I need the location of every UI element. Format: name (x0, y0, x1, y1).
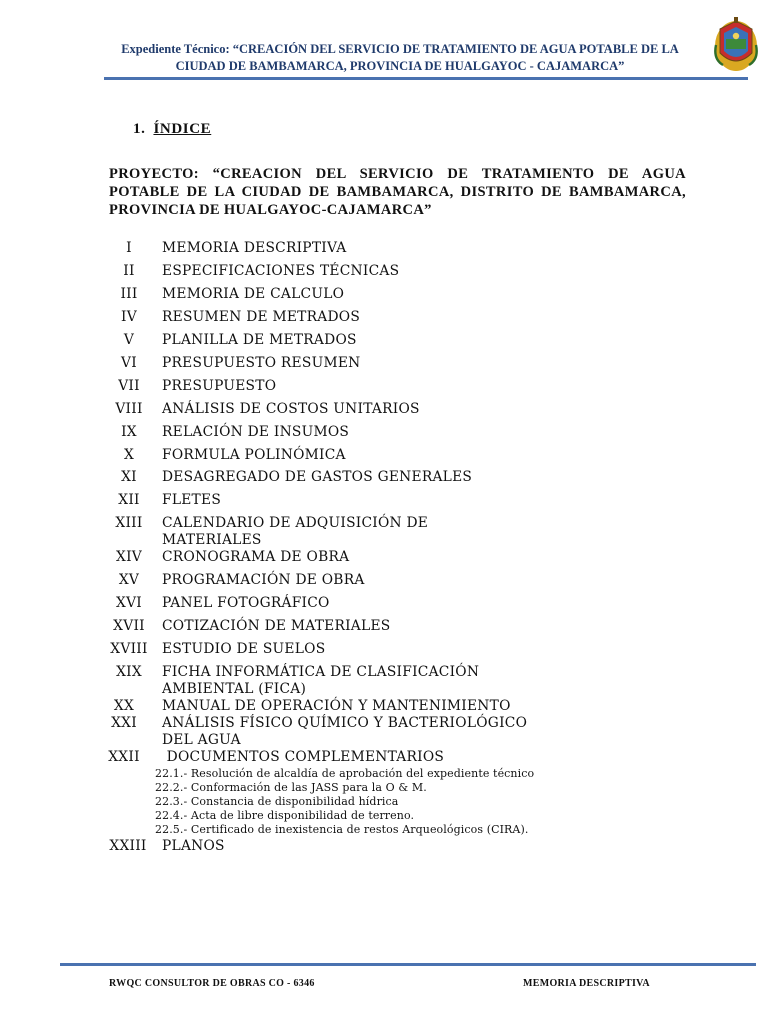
sub-item: 22.4.- Acta de libre disponibilidad de terreno. (155, 809, 415, 822)
index-title: ÍNDICE (153, 121, 212, 137)
sub-item: 22.3.- Constancia de disponibilidad hídrica (155, 795, 399, 808)
item-number: XV (118, 572, 140, 588)
item-number: VII (118, 378, 140, 394)
item-number: XII (118, 492, 140, 508)
item-number: XVI (116, 595, 142, 611)
item-number: IX (121, 424, 137, 440)
footer-section-title: MEMORIA DESCRIPTIVA (523, 978, 650, 989)
municipal-crest-icon (713, 15, 759, 73)
item-label: FORMULA POLINÓMICA (162, 447, 346, 463)
item-number: X (123, 447, 135, 463)
item-number: XI (121, 469, 137, 485)
item-number: II (123, 263, 135, 279)
item-label: ESPECIFICACIONES TÉCNICAS (162, 263, 400, 279)
item-number: XIX (116, 664, 142, 680)
footer-consultant: RWQC CONSULTOR DE OBRAS CO - 6346 (109, 978, 315, 989)
item-label: ANÁLISIS FÍSICO QUÍMICO Y BACTERIOLÓGICO DEL AGUA (162, 715, 528, 748)
item-number: XIV (116, 549, 142, 565)
item-label: PLANILLA DE METRADOS (162, 332, 357, 348)
footer-divider (60, 963, 756, 966)
item-label: ANÁLISIS DE COSTOS UNITARIOS (162, 401, 420, 417)
sub-item: 22.5.- Certificado de inexistencia de restos Arqueológicos (CIRA). (155, 823, 529, 836)
item-label: MEMORIA DESCRIPTIVA (162, 240, 347, 256)
item-number: XXII (108, 749, 140, 765)
item-label: ESTUDIO DE SUELOS (162, 641, 326, 657)
header-divider (104, 77, 748, 80)
item-label: MEMORIA DE CALCULO (162, 286, 345, 302)
item-number: XX (113, 698, 135, 714)
header-line-1: Expediente Técnico: “CREACIÓN DEL SERVICIO DE TRATAMIENTO DE AGUA POTABLE DE LA (121, 42, 679, 56)
item-label: MANUAL DE OPERACIÓN Y MANTENIMIENTO (162, 698, 511, 714)
item-number: VIII (115, 401, 143, 417)
item-label: DOCUMENTOS COMPLEMENTARIOS (162, 749, 445, 765)
sub-item: 22.2.- Conformación de las JASS para la O & M. (155, 781, 427, 794)
project-title: PROYECTO: “CREACION DEL SERVICIO DE TRATAMIENTO DE AGUA POTABLE DE LA CIUDAD DE BAMBAMARCA, DISTRITO DE BAMBAMARCA, PROVINCIA DE HUALGAYOC-CAJAMARCA” (109, 166, 686, 218)
item-label: PRESUPUESTO (162, 378, 277, 394)
item-number: V (123, 332, 135, 348)
item-number: XVII (113, 618, 145, 634)
item-label: RESUMEN DE METRADOS (162, 309, 361, 325)
item-label: PLANOS (162, 838, 225, 854)
item-number: I (126, 240, 132, 256)
item-number: XXIII (109, 838, 147, 854)
item-label: PRESUPUESTO RESUMEN (162, 355, 361, 371)
item-label: COTIZACIÓN DE MATERIALES (162, 618, 391, 634)
item-number: XIII (115, 515, 143, 531)
item-label: PANEL FOTOGRÁFICO (162, 595, 330, 611)
item-number: XVIII (110, 641, 148, 657)
item-number: XXI (111, 715, 137, 731)
item-label: PROGRAMACIÓN DE OBRA (162, 572, 365, 588)
item-number: IV (121, 309, 137, 325)
header-line-2: CIUDAD DE BAMBAMARCA, PROVINCIA DE HUALGAYOC - CAJAMARCA” (175, 59, 625, 73)
item-label: RELACIÓN DE INSUMOS (162, 424, 350, 440)
index-number: 1. (133, 121, 146, 137)
item-label: CALENDARIO DE ADQUISICIÓN DE MATERIALES (162, 515, 429, 548)
item-label: FICHA INFORMÁTICA DE CLASIFICACIÓN AMBIENTAL (FICA) (162, 664, 480, 697)
item-label: DESAGREGADO DE GASTOS GENERALES (162, 469, 473, 485)
document-header (100, 41, 700, 75)
item-label: CRONOGRAMA DE OBRA (162, 549, 350, 565)
sub-item: 22.1.- Resolución de alcaldía de aprobación del expediente técnico (155, 767, 535, 780)
item-label: FLETES (162, 492, 222, 508)
item-number: VI (121, 355, 137, 371)
item-number: III (120, 286, 138, 302)
index-heading (133, 121, 211, 138)
